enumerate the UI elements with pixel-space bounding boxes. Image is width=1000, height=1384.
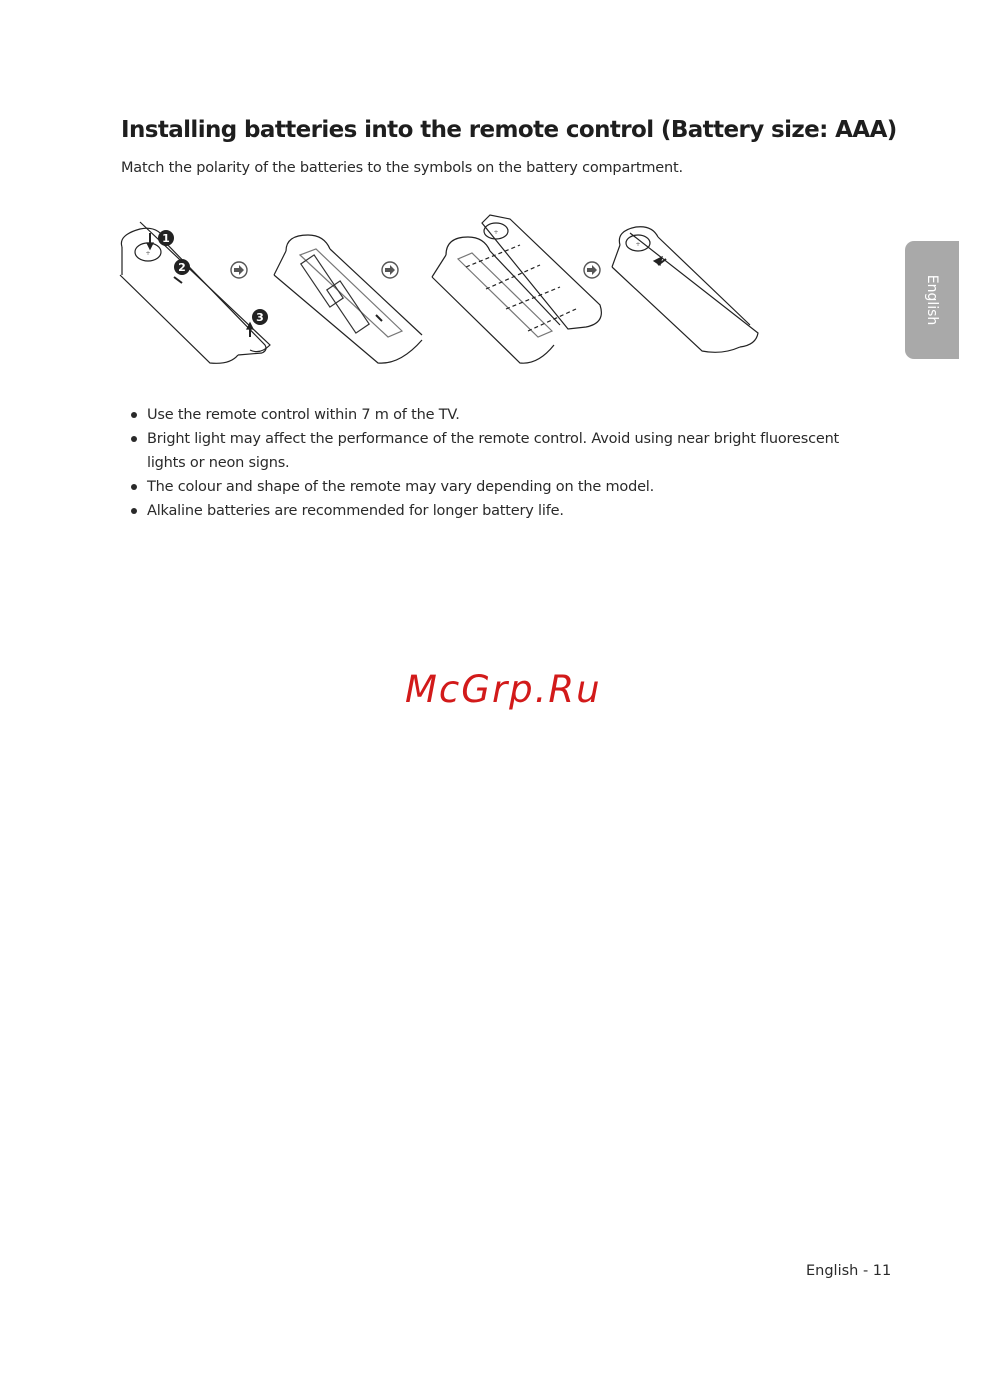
step-remove-cover (120, 222, 270, 363)
arrow-right-icon (231, 262, 247, 278)
arrow-right-icon (382, 262, 398, 278)
svg-text:+: + (635, 241, 641, 248)
step-insert-batteries (274, 235, 422, 363)
watermark: McGrp.Ru (405, 668, 602, 711)
notes-list (129, 403, 859, 523)
svg-text:+: + (493, 229, 499, 236)
svg-text:2: 2 (178, 261, 186, 274)
section-title: Installing batteries into the remote control (Battery size: AAA) (121, 117, 897, 143)
list-item: Bright light may affect the performance of the remote control. Avoid using near bright fluorescent lights or neon signs. (129, 427, 859, 475)
language-side-tab (905, 241, 959, 359)
list-item: Alkaline batteries are recommended for longer battery life. (129, 499, 859, 523)
side-tab-label: English (924, 274, 940, 326)
svg-text:+: + (145, 250, 151, 257)
intro-text: Match the polarity of the batteries to the symbols on the battery compartment. (121, 160, 683, 176)
step-align-cover (432, 215, 601, 363)
svg-text:3: 3 (256, 311, 264, 324)
step-close-cover (612, 227, 758, 353)
page-number: English - 11 (806, 1263, 892, 1279)
list-item: The colour and shape of the remote may vary depending on the model. (129, 475, 859, 499)
svg-text:1: 1 (162, 232, 170, 245)
arrow-right-icon (584, 262, 600, 278)
battery-installation-illustration (110, 205, 790, 380)
list-item: Use the remote control within 7 m of the TV. (129, 403, 859, 427)
